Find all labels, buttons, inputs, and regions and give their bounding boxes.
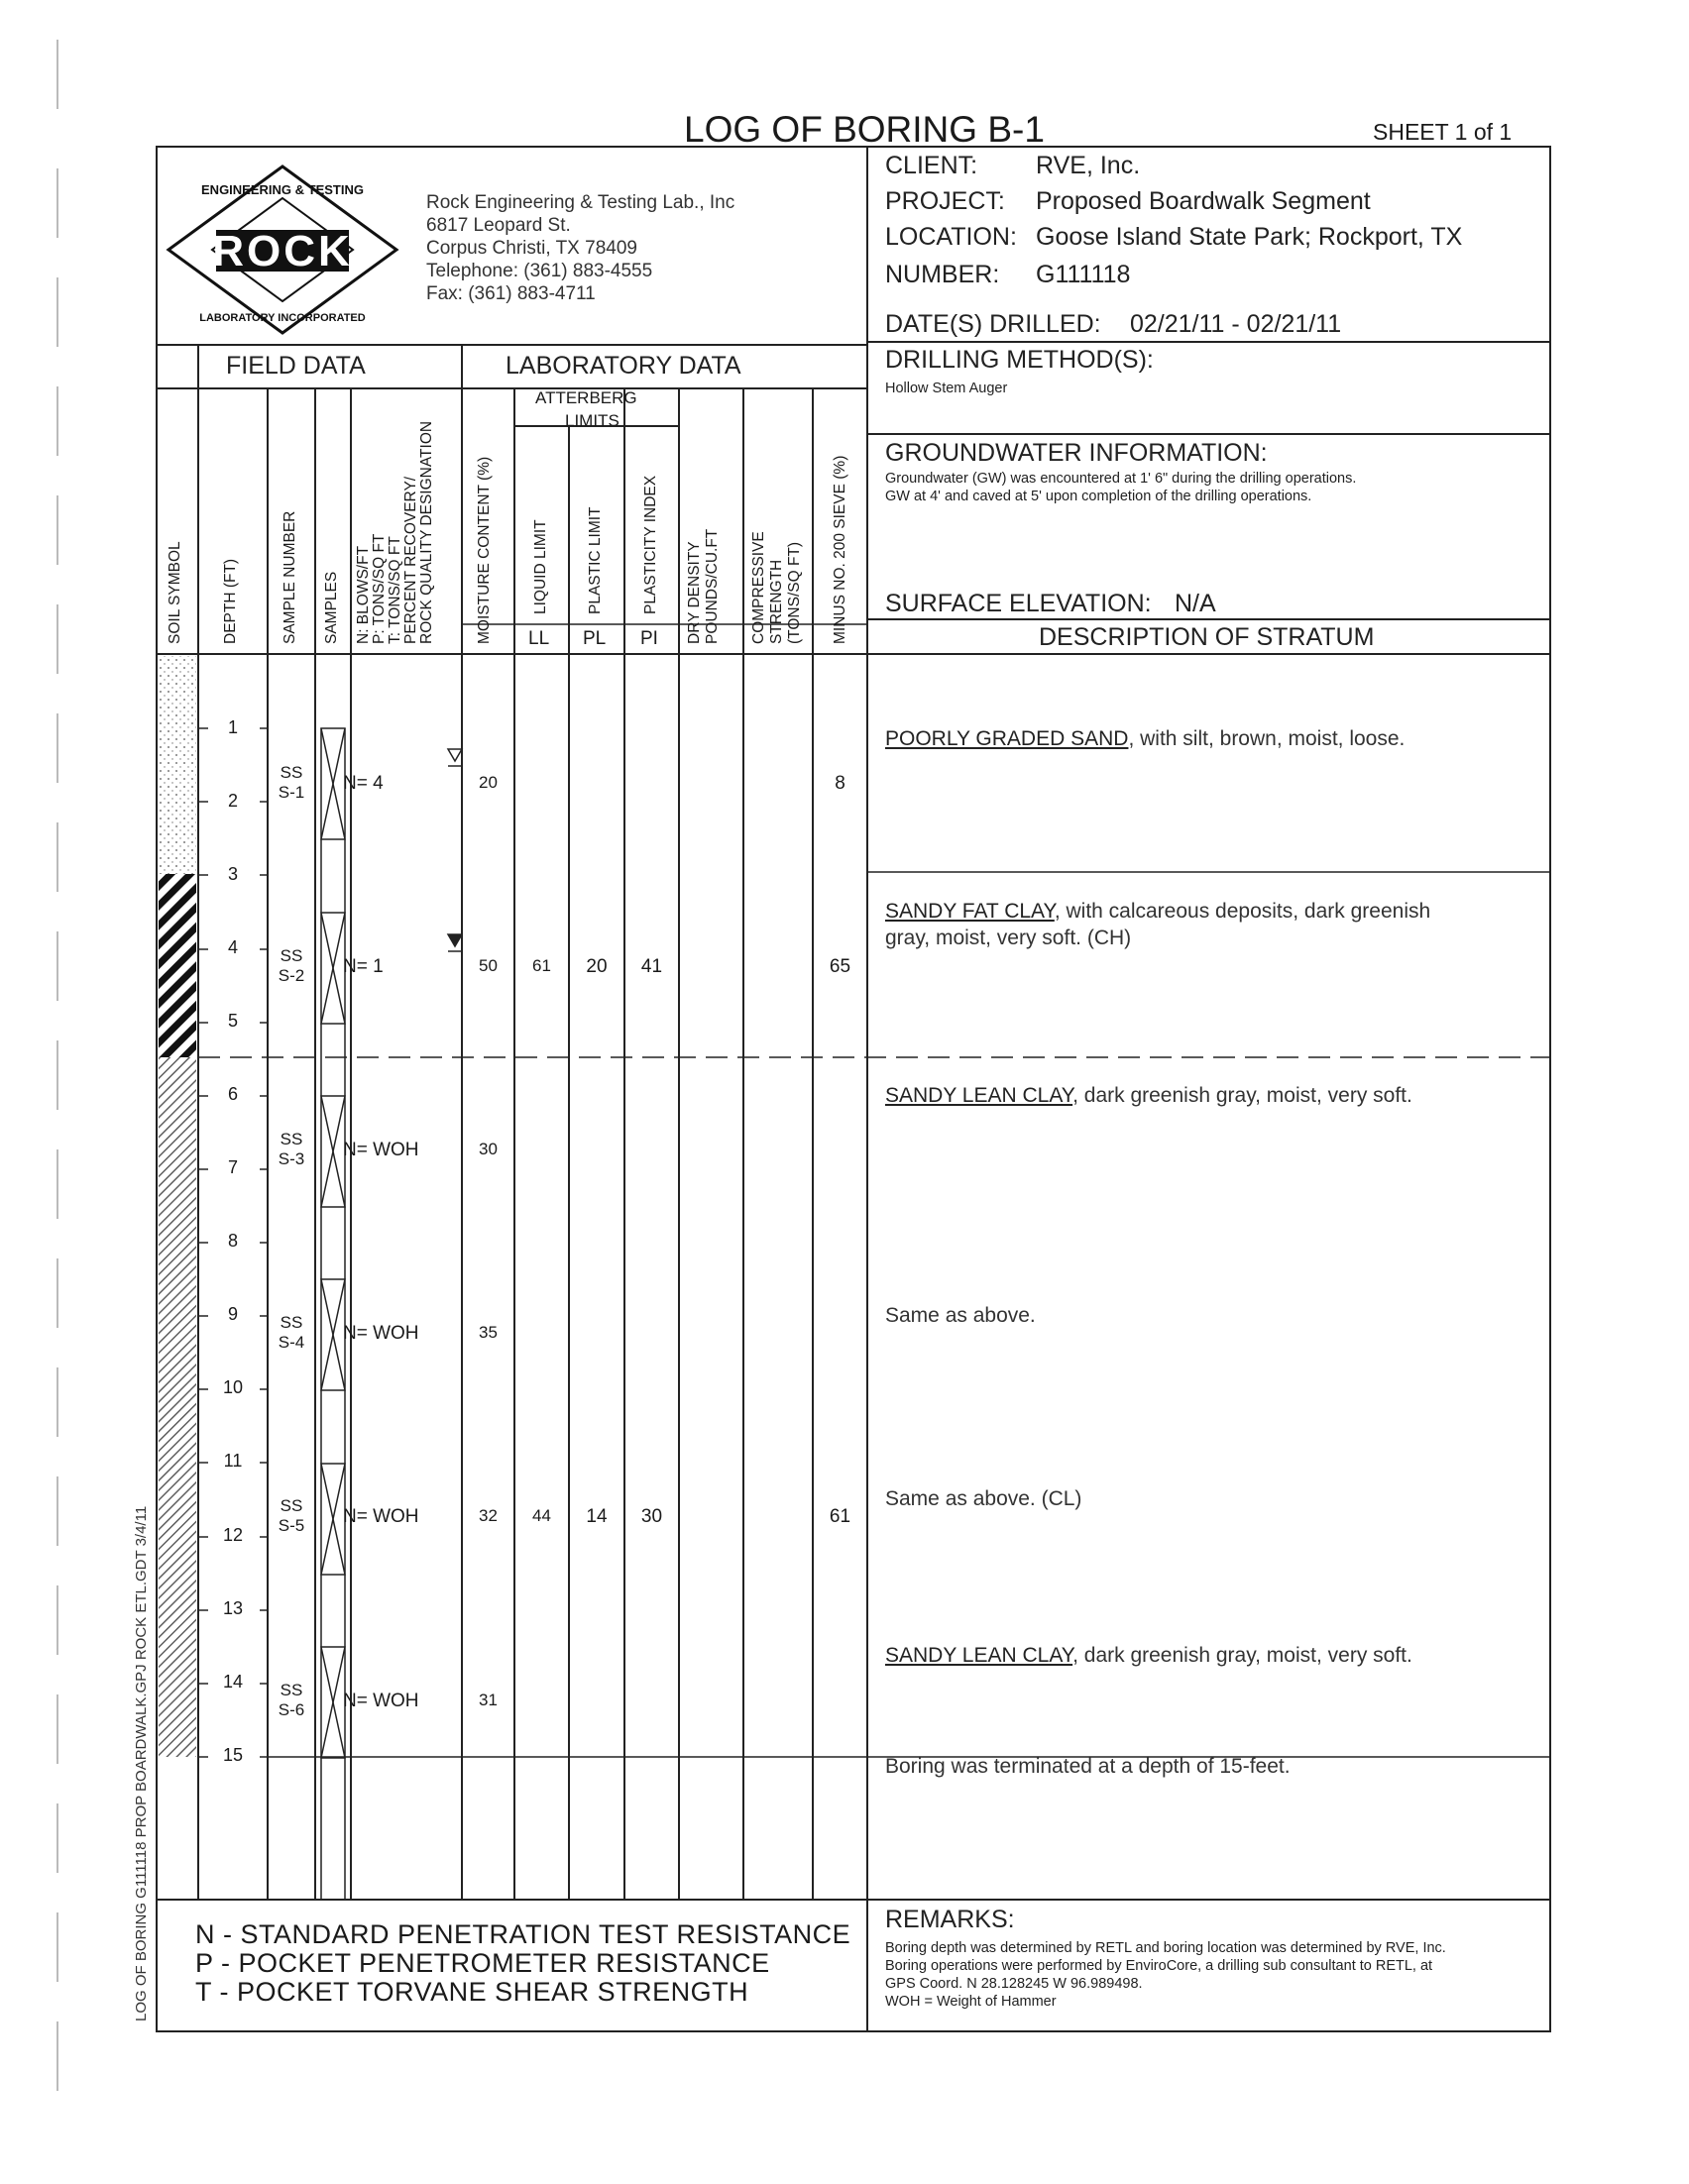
moisture-value: 31 [479,1691,498,1709]
surface-label: SURFACE ELEVATION: [885,590,1152,617]
blow-count: N= WOH [343,1691,419,1711]
depth-header: DEPTH (FT) [222,558,239,644]
dates-value: 02/21/11 - 02/21/11 [1130,310,1342,338]
binder-marks [40,20,69,2180]
sample-type: SS [280,1313,303,1332]
company-address2: Corpus Christi, TX 78409 [426,238,637,259]
field-data-header: FIELD DATA [226,352,366,380]
number-label: NUMBER: [885,261,1000,288]
logo-ring-top: ENGINEERING & TESTING [201,182,364,197]
plastic-limit-value: 20 [586,956,608,977]
sample-id: S-5 [278,1516,305,1535]
location-value: Goose Island State Park; Rockport, TX [1036,223,1463,251]
sheet-number: SHEET 1 of 1 [1373,119,1513,145]
company-name: Rock Engineering & Testing Lab., Inc [426,192,735,213]
soil-symbol-column [159,656,196,1757]
stratum-description: Same as above. (CL) [885,1487,1082,1510]
logo-ring-bottom: LABORATORY INCORPORATED [199,312,366,324]
depth-9: 9 [227,1304,238,1324]
plasticity-index-value: 41 [640,956,663,977]
groundwater-line2: GW at 4' and caved at 5' upon completion of the drilling operations. [885,489,1312,504]
plasticity-index-value: 30 [640,1506,663,1527]
stratum-detail: , dark greenish gray, moist, very soft. [1072,1084,1412,1107]
pl-header: PL [583,628,607,649]
location-label: LOCATION: [885,223,1017,251]
blow-count: N= WOH [343,1506,419,1527]
pi-header: PI [640,628,658,649]
surface-value: N/A [1175,590,1216,617]
blow-count: N= 4 [343,773,384,794]
plasticity-index-header: PLASTICITY INDEX [642,475,659,614]
plastic-limit-header: PLASTIC LIMIT [587,506,604,614]
remarks-line4: WOH = Weight of Hammer [885,1994,1057,2010]
remarks-line2: Boring operations were performed by EnviroCore, a drilling sub consultant to RETL, at [885,1958,1433,1974]
sample-id: S-2 [278,966,305,985]
blows-header-3: T: TONS/SQ FT [387,536,403,644]
stratum-detail: , with calcareous deposits, dark greenish [1054,900,1431,923]
remarks-label: REMARKS: [885,1906,1015,1933]
plastic-limit-value: 14 [586,1506,608,1527]
samples-header: SAMPLES [323,571,340,644]
sample-id: S-3 [278,1149,305,1168]
water-level-symbols [448,749,462,951]
blows-header-1: N: BLOWS/FT [355,545,372,644]
stratum-name: POORLY GRADED SAND [885,727,1129,750]
compressive-header-2: STRENGTH [768,559,785,644]
company-logo [159,159,406,342]
dry-density-header-1: DRY DENSITY [686,541,703,644]
method-label: DRILLING METHOD(S): [885,346,1154,374]
dry-density-header-2: POUNDS/CU.FT [704,528,721,644]
moisture-value: 35 [479,1323,498,1342]
minus200-value: 8 [835,773,845,794]
blow-count: N= WOH [343,1323,419,1344]
depth-12: 12 [222,1525,244,1545]
minus200-value: 65 [829,956,851,977]
depth-1: 1 [227,717,238,737]
stratum-detail: , dark greenish gray, moist, very soft. [1072,1644,1412,1667]
remarks-line1: Boring depth was determined by RETL and boring location was determined by RVE, Inc. [885,1940,1446,1956]
stratum-detail: , with silt, brown, moist, loose. [1128,727,1406,750]
sample-id: S-6 [278,1700,305,1719]
depth-2: 2 [227,791,238,811]
side-file-label: LOG OF BORING G111118 PROP BOARDWALK.GPJ ROCK ETL.GDT 3/4/11 [133,1505,150,2021]
method-value: Hollow Stem Auger [885,381,1008,396]
atterberg-header: ATTERBERG [535,388,637,407]
legend-t: T - POCKET TORVANE SHEAR STRENGTH [195,1977,749,2007]
sample-type: SS [280,763,303,782]
depth-3: 3 [227,864,238,884]
company-fax: Fax: (361) 883-4711 [426,283,596,304]
moisture-header: MOISTURE CONTENT (%) [476,456,493,644]
stratum-name: SANDY LEAN CLAY [885,1644,1073,1667]
moisture-value: 30 [479,1140,498,1158]
description-header: DESCRIPTION OF STRATUM [1039,623,1375,651]
depth-8: 8 [227,1231,238,1251]
remarks-line3: GPS Coord. N 28.128245 W 96.989498. [885,1976,1143,1992]
stratum-name: SANDY FAT CLAY [885,900,1055,923]
stratum-detail-2: gray, moist, very soft. (CH) [885,927,1132,949]
number-value: G111118 [1036,261,1131,288]
depth-14: 14 [222,1672,244,1692]
minus200-value: 61 [829,1506,851,1527]
depth-7: 7 [227,1157,238,1177]
moisture-value: 20 [479,773,498,792]
liquid-limit-value: 44 [532,1506,551,1525]
depth-13: 13 [222,1598,244,1618]
client-value: RVE, Inc. [1036,152,1141,179]
stratum-description: Boring was terminated at a depth of 15-feet. [885,1755,1291,1778]
limits-header: LIMITS [565,411,619,430]
minus200-header: MINUS NO. 200 SIEVE (%) [832,455,848,644]
liquid-limit-header: LIQUID LIMIT [532,519,549,614]
compressive-header-1: COMPRESSIVE [750,531,767,644]
depth-4: 4 [227,937,238,957]
compressive-header-3: (TONS/SQ FT) [786,541,803,644]
project-value: Proposed Boardwalk Segment [1036,187,1371,215]
project-label: PROJECT: [885,187,1005,215]
moisture-value: 32 [479,1506,498,1525]
company-info [426,191,734,305]
sample-type: SS [280,1496,303,1515]
stratum-description [885,898,1430,951]
depth-6: 6 [227,1084,238,1104]
stratum-name: SANDY LEAN CLAY [885,1084,1073,1107]
sample-number-header: SAMPLE NUMBER [282,510,298,644]
logo-word: ROCK [212,227,353,275]
company-phone: Telephone: (361) 883-4555 [426,261,653,281]
sample-type: SS [280,946,303,965]
page-title: LOG OF BORING B-1 [684,109,1045,150]
stratum-description [885,1642,1412,1669]
depth-11: 11 [223,1451,243,1471]
groundwater-label: GROUNDWATER INFORMATION: [885,439,1268,467]
stratum-description [885,725,1405,752]
company-address1: 6817 Leopard St. [426,215,571,236]
blows-header-4: PERCENT RECOVERY/ [402,476,419,644]
sample-type: SS [280,1130,303,1148]
sample-id: S-4 [278,1333,305,1352]
client-label: CLIENT: [885,152,978,179]
legend-n: N - STANDARD PENETRATION TEST RESISTANCE [195,1919,851,1949]
soil-symbol-header: SOIL SYMBOL [167,541,183,644]
depth-10: 10 [222,1377,244,1397]
blows-header-2: P: TONS/SQ FT [371,533,388,644]
stratum-description [885,1082,1412,1109]
sample-id: S-1 [278,783,305,802]
legend-p: P - POCKET PENETROMETER RESISTANCE [195,1948,770,1978]
depth-15: 15 [222,1745,244,1765]
dates-label: DATE(S) DRILLED: [885,310,1101,338]
sample-type: SS [280,1681,303,1699]
blow-count: N= WOH [343,1140,419,1160]
ll-header: LL [528,628,550,649]
blows-header-5: ROCK QUALITY DESIGNATION [418,420,435,644]
moisture-value: 50 [479,956,498,975]
depth-5: 5 [227,1011,238,1031]
liquid-limit-value: 61 [532,956,551,975]
lab-data-header: LABORATORY DATA [506,352,741,380]
groundwater-line1: Groundwater (GW) was encountered at 1' 6" during the drilling operations. [885,471,1357,487]
stratum-description: Same as above. [885,1304,1036,1327]
blow-count: N= 1 [343,956,384,977]
